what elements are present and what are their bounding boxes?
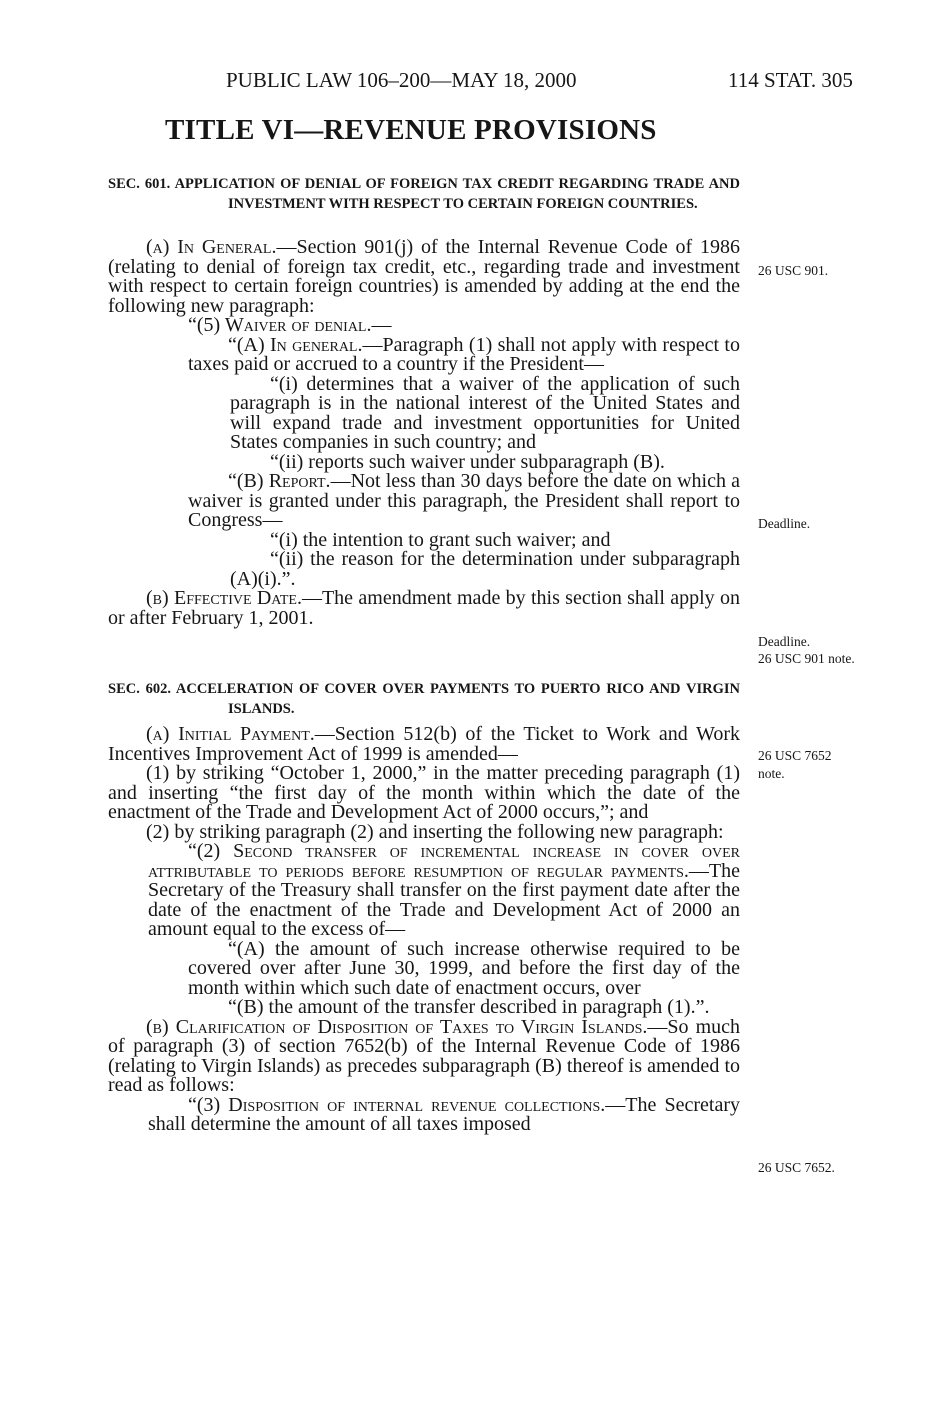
subparagraph-B: “(B) Report.—Not less than 30 days before the date on which a waiver is granted under this paragraph, the President shall report to Congress— [188,470,741,531]
new-paragraph-3: “(3) Disposition of internal revenue collections.—The Secretary shall determine the amount of all taxes imposed [148,1093,740,1135]
new-paragraph-2: “(2) Second transfer of incremental increase in cover over attributable to periods before resumption of regular payments.—The Secretary of the Treasury shall transfer on the first payment date after the date of the enactment of the Trade and Development Act of 2000 an amount equal to the excess of— [148,840,740,940]
section-602-heading: SEC. 602. ACCELERATION OF COVER OVER PAYMENTS TO PUERTO RICO AND VIRGIN ISLANDS. [108,681,740,717]
margin-note-26-usc-7652-b: 26 USC 7652. [758,1160,835,1175]
subsection-a-initial-payment: (a) Initial Payment.—Section 512(b) of the Ticket to Work and Work Incentives Improvement Act of 1999 is amended— [108,723,740,765]
clause-B-ii: “(ii) the reason for the determination under subparagraph (A)(i).”. [230,548,740,590]
section-601-body [108,238,740,628]
margin-note-deadline-2: Deadline. [758,634,811,649]
clause-A-ii: “(ii) reports such waiver under subparagraph (B). [270,450,665,473]
clause-B-i: “(i) the intention to grant such waiver; and [270,528,611,551]
subsection-b: (b) Effective Date.—The amendment made by this section shall apply on or after February 1, 2001. [108,587,740,629]
title-heading: TITLE VI—REVENUE PROVISIONS [165,114,657,146]
new-subparagraph-A: “(A) the amount of such increase otherwise required to be covered over after June 30, 1999, and before the first day of the month within which such date of enactment occurs, over [188,937,740,999]
paragraph-1: (1) by striking “October 1, 2000,” in the matter preceding paragraph (1) and inserting “the first day of the month within which the date of the enactment of the Trade and Development Act of 2000 occurs,”; and [108,762,740,823]
section-602-body [108,725,740,1135]
margin-note-26-usc-901-note: 26 USC 901 note. [758,651,855,666]
margin-note-26-usc-901: 26 USC 901. [758,263,829,278]
subsection-a: (a) In General.—Section 901(j) of the Internal Revenue Code of 1986 (relating to denial of foreign tax credit, etc., regarding trade and investment with respect to certain foreign countries) is amended by adding at the end the following new paragraph: [108,236,741,317]
paragraph-2: (2) by striking paragraph (2) and inserting the following new paragraph: [146,820,724,843]
section-601-heading: SEC. 601. APPLICATION OF DENIAL OF FOREIGN TAX CREDIT REGARDING TRADE AND INVESTMENT WITH RESPECT TO CERTAIN FOREIGN COUNTRIES. [108,176,740,212]
clause-A-i: “(i) determines that a waiver of the application of such paragraph is in the national interest of the United States and will expand trade and investment opportunities for United States companies in such country; and [230,372,740,453]
statute-page-number: 114 STAT. 305 [728,68,853,92]
public-law-citation: PUBLIC LAW 106–200—MAY 18, 2000 [226,68,577,92]
subsection-b-clarification: (b) Clarification of Disposition of Taxes to Virgin Islands.—So much of paragraph (3) of section 7652(b) of the Internal Revenue Code of 1986 (relating to Virgin Islands) as precedes subparagraph (B) thereof is amended to read as follows: [108,1015,741,1096]
margin-note-deadline: Deadline. [758,516,811,531]
subparagraph-A: “(A) In general.—Paragraph (1) shall not apply with respect to taxes paid or accrued to a country if the President— [188,333,740,375]
new-subparagraph-B: “(B) the amount of the transfer described in paragraph (1).”. [228,996,710,1018]
paragraph-5: “(5) Waiver of denial.— [188,314,392,336]
running-head [0,68,949,98]
margin-note-26-usc-7652: 26 USC 7652 [758,748,832,763]
margin-note-note: note. [758,766,785,781]
